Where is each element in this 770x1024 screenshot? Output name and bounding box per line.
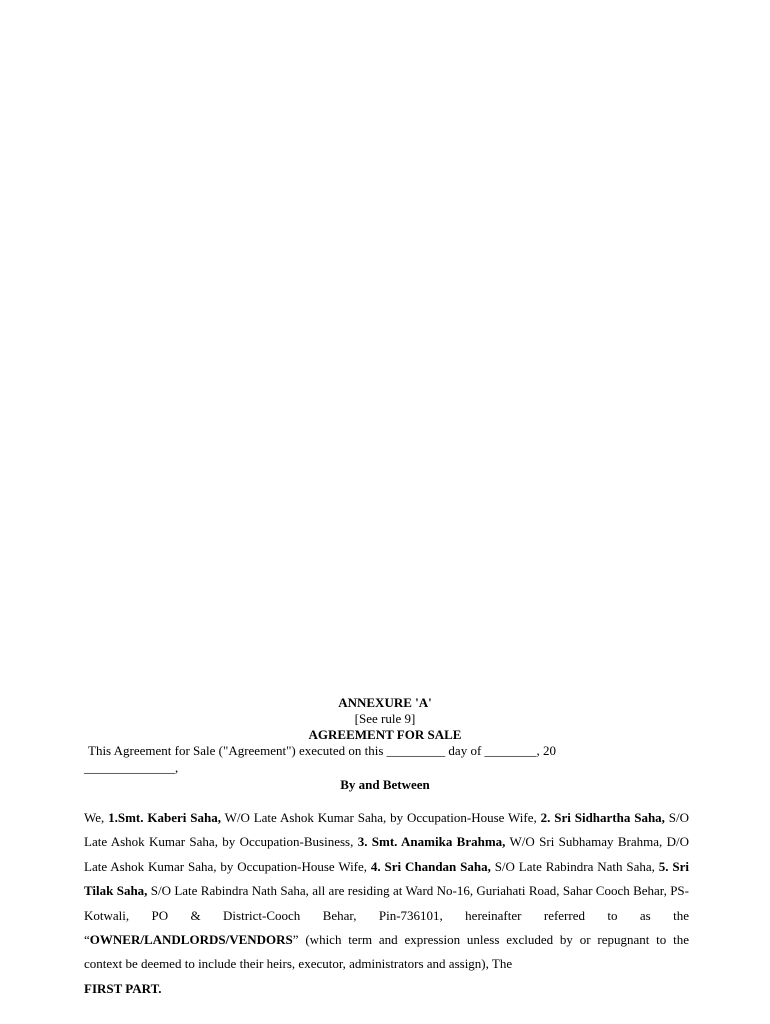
party-4-name: 4. Sri Chandan Saha, bbox=[370, 858, 491, 874]
party-3-name: 3. Smt. Anamika Brahma, bbox=[357, 834, 506, 850]
first-part-label: FIRST PART. bbox=[84, 980, 162, 996]
para-text: ” (which term and expression unless excluded by or repugnant to the context be deemed to include their heirs, executor, administrators and assign), The bbox=[84, 932, 689, 972]
vendors-term: OWNER/LANDLORDS/VENDORS bbox=[89, 932, 293, 948]
executed-on-blank: ______________, bbox=[84, 760, 179, 775]
party-5-name: 5. Sri Tilak Saha, bbox=[84, 858, 689, 899]
para-text: S/O Late Rabindra Nath Saha, all are residing at Ward No-16, Guriahati Road, Sahar Cooch Behar, PS-Kotwali, PO & District-Cooch Behar, Pin-736101, hereinafter referred to as the “ bbox=[84, 883, 689, 948]
para-text: W/O Sri Subhamay Brahma, D/O Late Ashok Kumar Saha, by Occupation-House Wife, bbox=[84, 834, 689, 874]
party-2-name: 2. Sri Sidhartha Saha, bbox=[540, 810, 665, 825]
executed-on-line: This Agreement for Sale ("Agreement") executed on this _________ day of ________, 20 bbox=[88, 743, 557, 758]
para-text: W/O Late Ashok Kumar Saha, by Occupation-House Wife, bbox=[220, 810, 541, 825]
parties-paragraph bbox=[84, 806, 689, 1001]
annexure-label: ANNEXURE 'A' bbox=[338, 695, 432, 710]
para-text: S/O Late Ashok Kumar Saha, by Occupation-Business, bbox=[84, 810, 690, 850]
para-text: S/O Late Rabindra Nath Saha, bbox=[490, 858, 659, 874]
heading-block bbox=[0, 695, 770, 743]
party-1-name: 1.Smt. Kaberi Saha, bbox=[108, 810, 221, 825]
rule-reference: [See rule 9] bbox=[354, 711, 416, 726]
document-title: AGREEMENT FOR SALE bbox=[308, 727, 462, 742]
para-text: We, bbox=[84, 810, 109, 825]
by-and-between-heading: By and Between bbox=[340, 777, 430, 792]
